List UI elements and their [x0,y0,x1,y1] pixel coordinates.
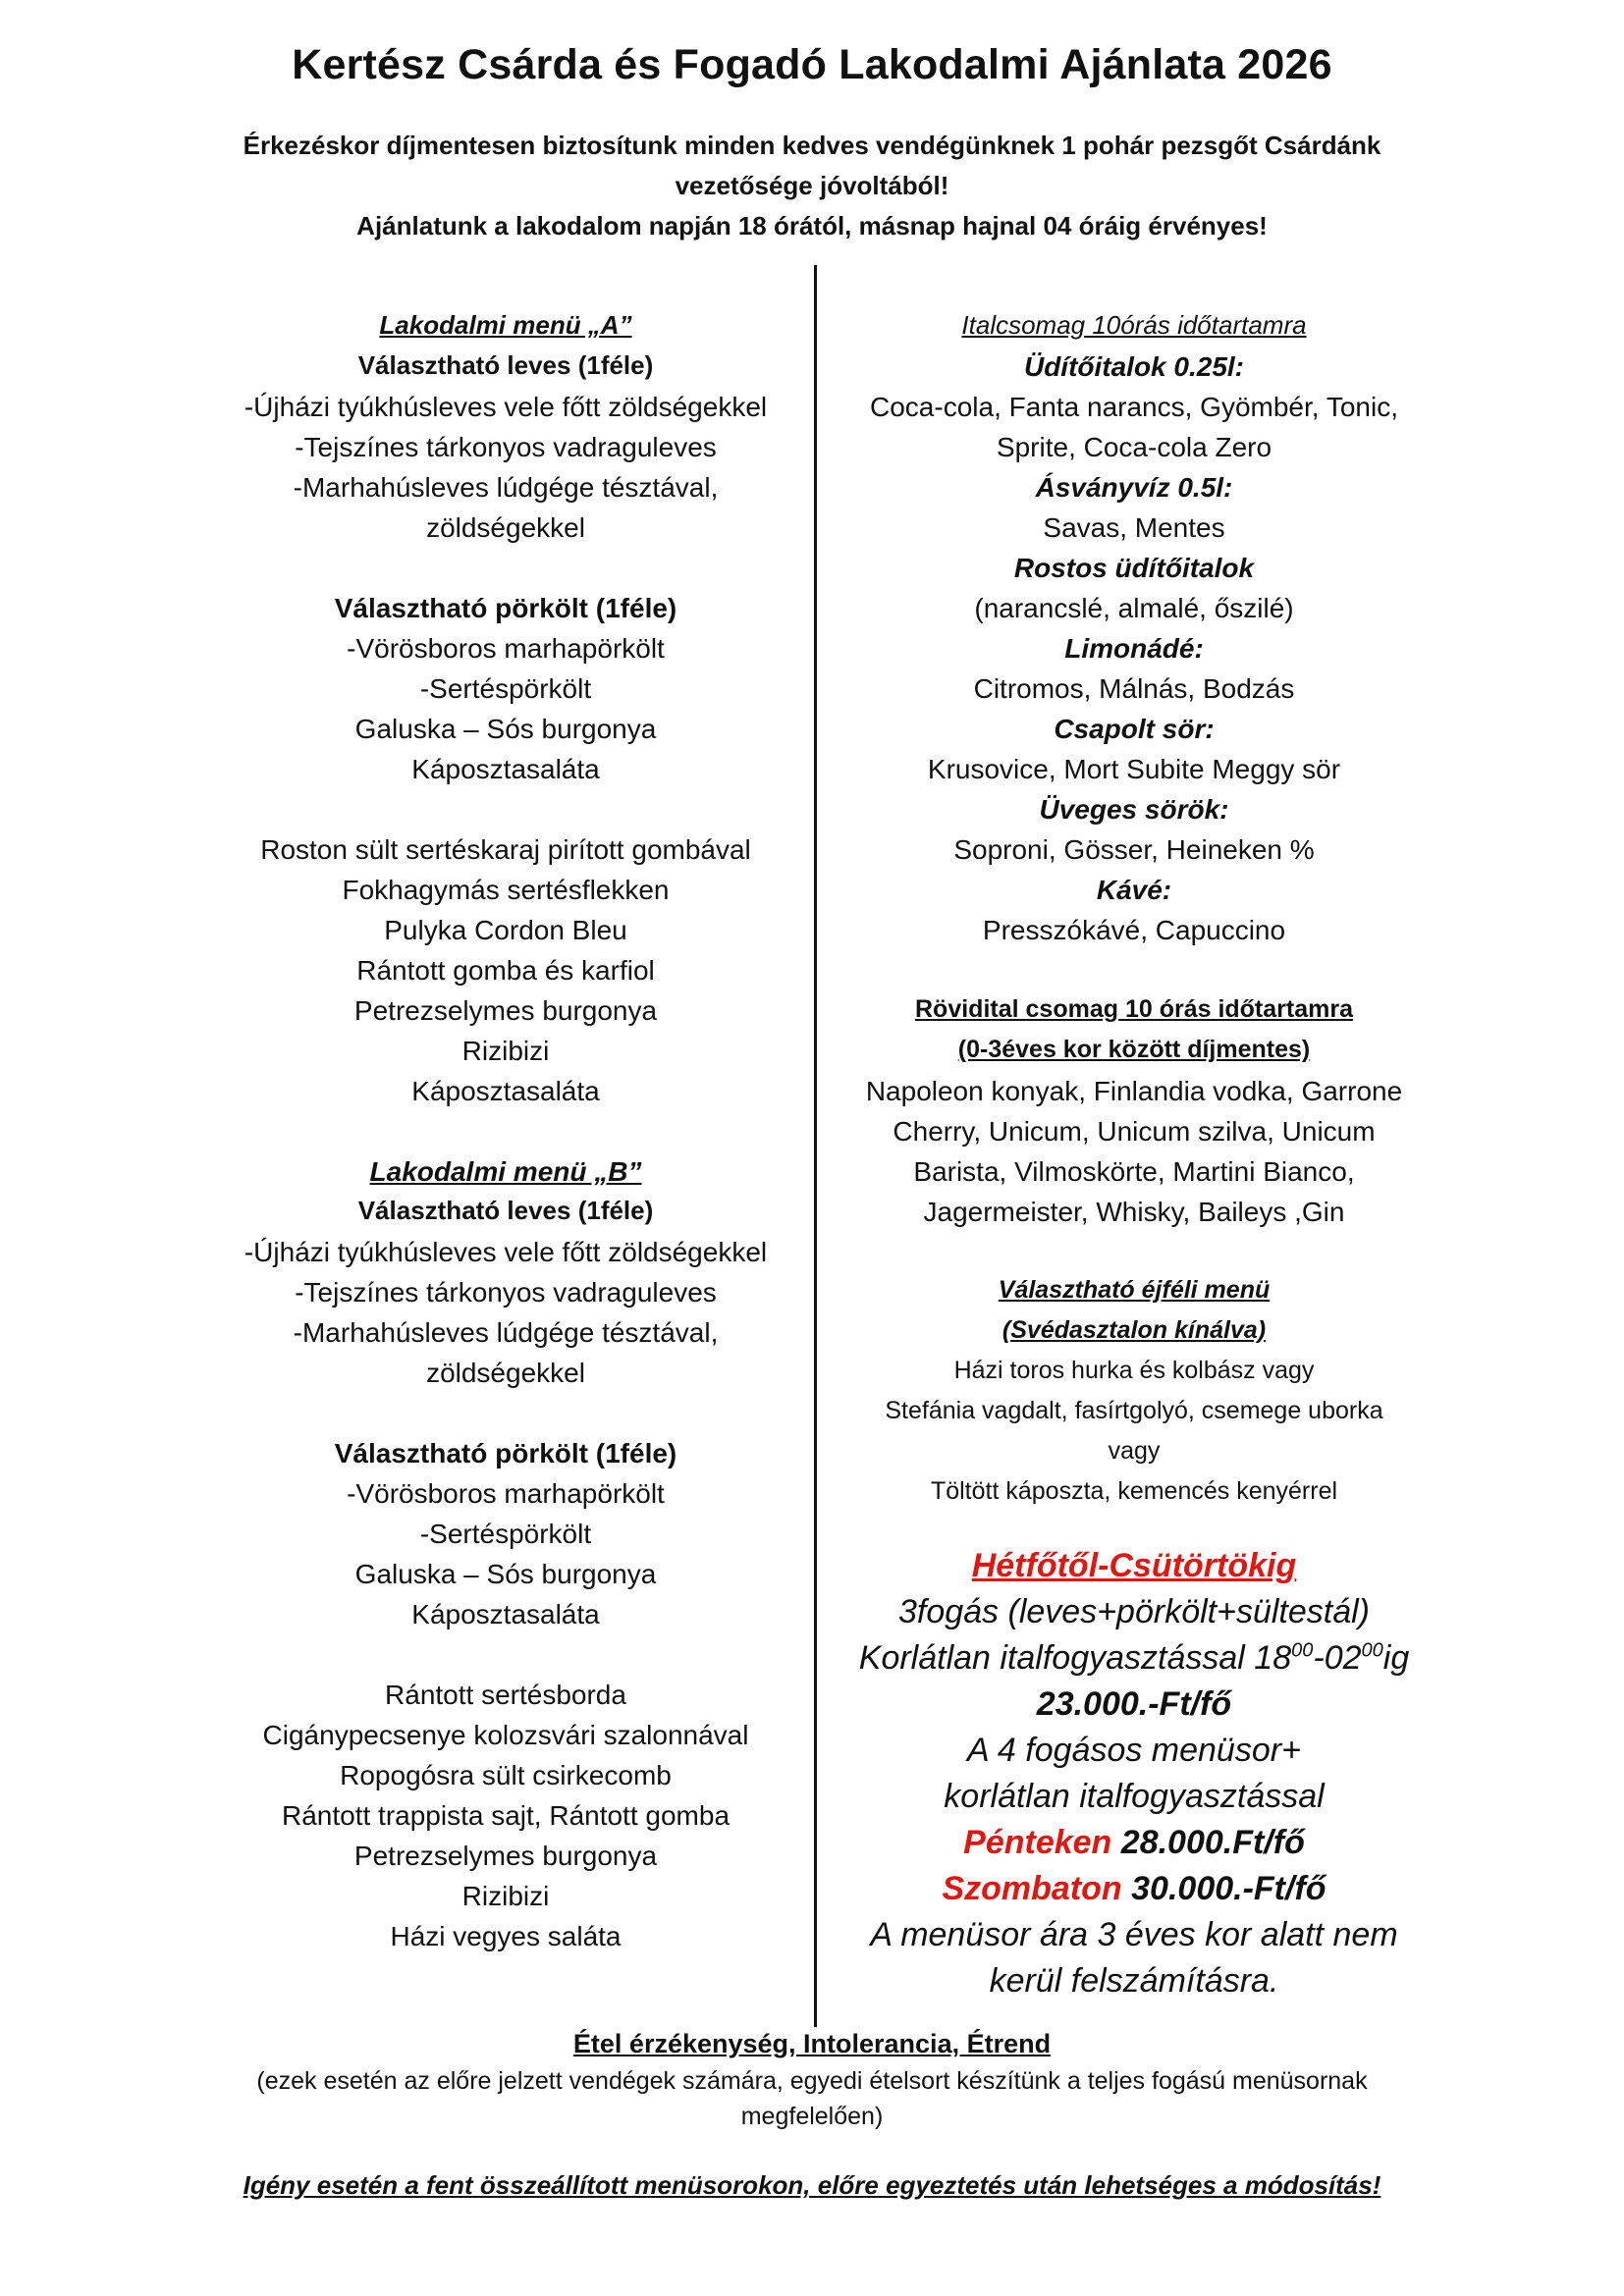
promo-unlimited-hours [830,1635,1438,1682]
drinks-item: Presszókávé, Capuccino [982,915,1286,945]
menu-item: Káposztasaláta [411,1076,600,1106]
promo-sup: 00 [1361,1639,1383,1662]
menu-item: -Marhahúsleves lúdgége tésztával, [293,472,719,503]
menu-item: Házi vegyes saláta [390,1921,622,1951]
menu-item: Petrezselymes burgonya [353,1841,658,1871]
spacer [830,1514,1438,1543]
menu-item: Rántott gomba és karfiol [356,955,655,986]
footer-note: Igény esetén a fent összeállított menüsorokon, előre egyeztetés után lehetséges a módosítás! [243,2170,1381,2200]
intro-text [177,126,1447,246]
menu-item: Pulyka Cordon Bleu [384,915,627,945]
menu-a-stew-heading: Választható pörkölt (1féle) [334,593,677,623]
footer-heading: Étel érzékenység, Intolerancia, Étrend [572,2029,1052,2058]
menu-item: zöldségekkel [426,512,585,543]
promo-days: Hétfőtől-Csütörtökig [971,1547,1297,1584]
drinks-water-heading: Ásványvíz 0.5l: [1035,472,1233,503]
menu-item: -Tejszínes tárkonyos vadraguleves [295,1277,717,1308]
drinks-item: Soproni, Gösser, Heineken % [953,834,1315,865]
menu-item: -Sertéspörkölt [419,1519,592,1549]
intro-line: Ajánlatunk a lakodalom napján 18 órától, másnap hajnal 04 óráig érvényes! [356,211,1268,240]
menu-item: -Tejszínes tárkonyos vadraguleves [295,432,717,462]
menu-item: -Újházi tyúkhúsleves vele főtt zöldségekkel [244,392,768,422]
spacer [830,950,1438,990]
menu-item: Káposztasaláta [411,754,600,784]
footer-text-line: (ezek esetén az előre jelzett vendégek számára, egyedi ételsort készítünk a teljes fogású menüsornak [256,2067,1368,2095]
drinks-item: Coca-cola, Fanta narancs, Gyömbér, Tonic, [870,392,1398,422]
drinks-item: Krusovice, Mort Subite Meggy sör [927,754,1341,784]
spacer [196,789,815,829]
midnight-subtitle: (Svédasztalon kínálva) [1001,1316,1267,1344]
spacer [196,1634,815,1675]
drinks-item: (narancslé, almalé, őszilé) [974,593,1294,623]
spacer [196,1393,815,1433]
menu-item: Galuska – Sós burgonya [354,714,657,744]
intro-line: vezetősége jóvoltából! [675,171,949,200]
footer-text-line: megfelelően) [740,2103,884,2130]
promo-friday [830,1820,1438,1866]
promo-note: kerül felszámításra. [989,1962,1279,2000]
menu-a-soup-heading: Választható leves (1féle) [357,350,654,380]
menu-a-title: Lakodalmi menü „A” [379,310,632,340]
drinks-item: Sprite, Coca-cola Zero [996,432,1272,462]
menu-item: -Sertéspörkölt [419,673,592,704]
promo-unlimited-prefix: Korlátlan italfogyasztással 18 [858,1639,1292,1677]
promo-courses: 3fogás (leves+pörkölt+sültestál) [897,1593,1371,1630]
menu-item: Fokhagymás sertésflekken [342,875,670,905]
drinks-item: Citromos, Málnás, Bodzás [973,673,1295,704]
spirits-subtitle: (0-3éves kor között díjmentes) [957,1036,1311,1063]
page-title: Kertész Csárda és Fogadó Lakodalmi Ajánlata 2026 [292,41,1332,88]
spirits-item: Jagermeister, Whisky, Baileys ,Gin [923,1197,1345,1227]
drinks-juice-heading: Rostos üdítőitalok [1013,553,1255,583]
friday-price: 28.000.Ft/fő [1120,1824,1305,1861]
saturday-label: Szombaton [942,1870,1122,1907]
promo-four-course: A 4 fogásos menüsor+ [967,1732,1301,1769]
drinks-bottle-heading: Üveges sörök: [1039,794,1229,825]
midnight-item: vagy [1108,1437,1161,1465]
spirits-item: Cherry, Unicum, Unicum szilva, Unicum [893,1116,1376,1147]
menu-item: -Marhahúsleves lúdgége tésztával, [293,1317,719,1348]
spacer [196,1111,815,1151]
menu-item: Káposztasaláta [411,1599,600,1629]
left-column [196,306,815,1956]
menu-b-stew-heading: Választható pörkölt (1féle) [334,1438,677,1468]
menu-item: Rizibizi [461,1881,550,1911]
promo-saturday [830,1866,1438,1912]
intro-line: Érkezéskor díjmentesen biztosítunk minden kedves vendégünknek 1 pohár pezsgőt Csárdánk [243,131,1381,160]
menu-b-soup-heading: Választható leves (1féle) [357,1196,654,1225]
menu-item: Rizibizi [461,1036,550,1066]
menu-item: zöldségekkel [426,1358,585,1388]
promo-suffix: ig [1382,1639,1410,1677]
spacer [830,1232,1438,1272]
midnight-title: Választható éjféli menü [998,1276,1271,1304]
promo-sup: 00 [1291,1639,1314,1662]
menu-item: Petrezselymes burgonya [353,995,658,1026]
promo-unlimited: korlátlan italfogyasztással [944,1778,1325,1815]
drinks-coffee-heading: Kávé: [1096,875,1172,905]
midnight-item: Házi toros hurka és kolbász vagy [953,1357,1315,1384]
promo-price-weekday: 23.000.-Ft/fő [1036,1685,1232,1723]
right-column [830,306,1438,2004]
spirits-title: Rövidital csomag 10 órás időtartamra [915,995,1353,1023]
menu-b-title: Lakodalmi menü „B” [369,1156,642,1187]
drinks-title: Italcsomag 10órás időtartamra [961,310,1307,340]
menu-item: Cigánypecsenye kolozsvári szalonnával [262,1720,749,1750]
menu-item: Rántott sertésborda [385,1680,626,1710]
spirits-item: Napoleon konyak, Finlandia vodka, Garrone [865,1076,1403,1106]
drinks-lemonade-heading: Limonádé: [1064,633,1204,664]
promo-dash: -02 [1313,1639,1362,1677]
menu-item: Ropogósra sült csirkecomb [340,1760,672,1790]
spirits-item: Barista, Vilmoskörte, Martini Bianco, [913,1156,1355,1187]
saturday-price: 30.000.-Ft/fő [1131,1870,1326,1907]
menu-item: -Újházi tyúkhúsleves vele főtt zöldségekkel [244,1237,768,1267]
menu-item: -Vörösboros marhapörkölt [347,1478,665,1509]
drinks-draft-heading: Csapolt sör: [1054,714,1215,744]
menu-item: Rántott trappista sajt, Rántott gomba [281,1800,731,1831]
drinks-soft-heading: Üdítőitalok 0.25l: [1023,351,1245,382]
menu-item: -Vörösboros marhapörkölt [347,633,665,664]
drinks-item: Savas, Mentes [1043,512,1225,543]
friday-label: Pénteken [963,1824,1112,1861]
footer-text [147,2063,1477,2134]
menu-item: Roston sült sertéskaraj pirított gombával [260,834,751,865]
menu-item: Galuska – Sós burgonya [354,1559,657,1589]
spacer [196,548,815,588]
midnight-item: Töltött káposzta, kemencés kenyérrel [930,1477,1338,1505]
midnight-item: Stefánia vagdalt, fasírtgolyó, csemege uborka [885,1397,1383,1424]
promo-note: A menüsor ára 3 éves kor alatt nem [870,1916,1398,1953]
